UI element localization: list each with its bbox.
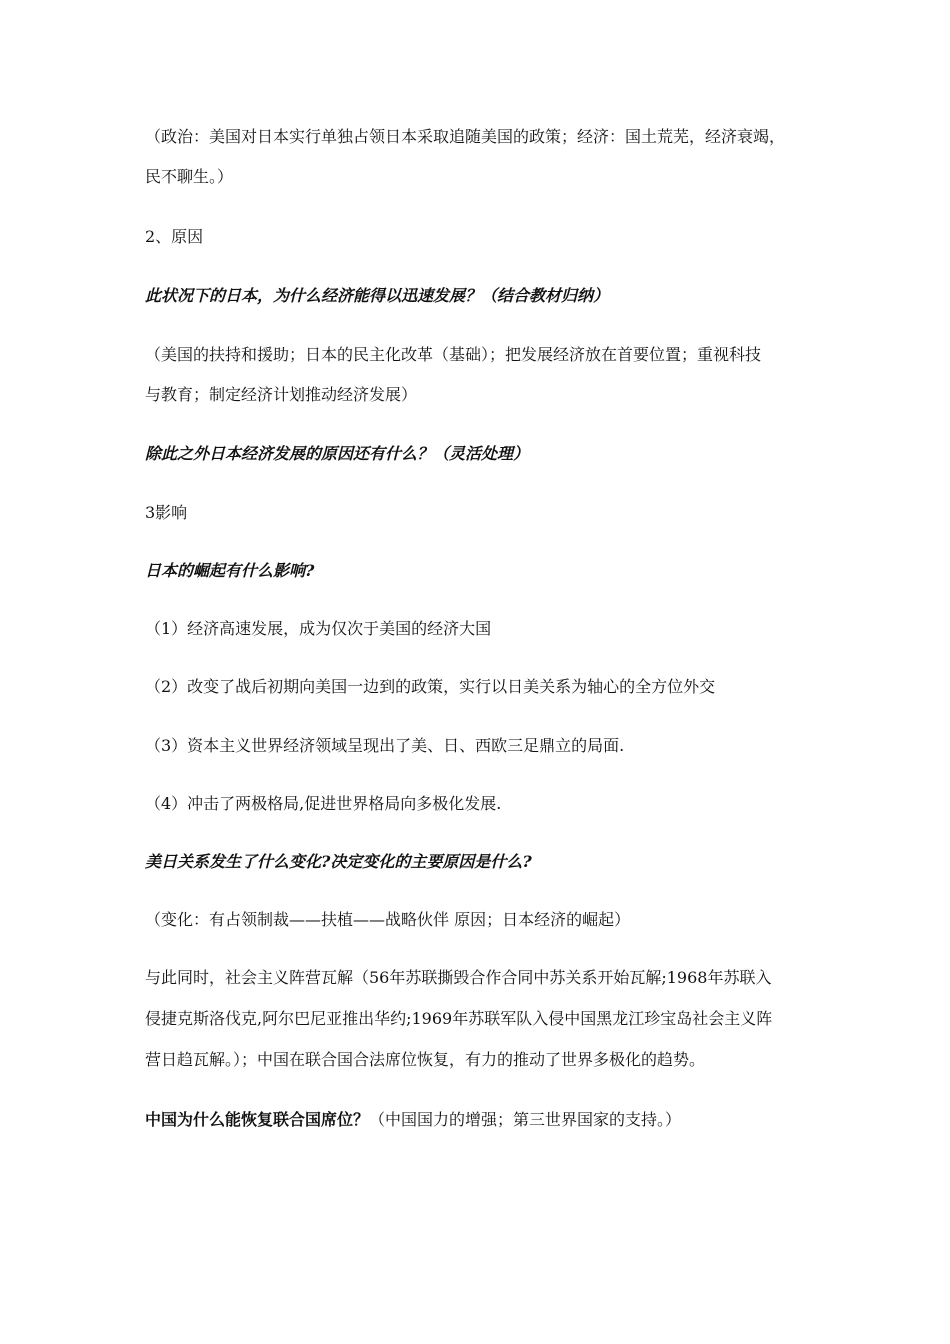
background-text-line-1: （政治：美国对日本实行单独占领日本采取追随美国的政策；经济：国土荒芜，经济衰竭， [145, 127, 786, 146]
socialist-camp-text-line-2: 侵捷克斯洛伐克,阿尔巴尼亚推出华约;1969年苏联军队入侵中国黑龙江珍宝岛社会主义阵 [145, 1009, 773, 1028]
un-seat-paragraph [145, 1109, 815, 1131]
impact-item: （3）资本主义世界经济领域呈现出了美、日、西欧三足鼎立的局面. [145, 736, 625, 755]
socialist-camp-text-line-1: 与此同时，社会主义阵营瓦解（56年苏联撕毁合作合同中苏关系开始瓦解;1968年苏联入 [145, 968, 772, 987]
impact-item: （4）冲击了两极格局,促进世界格局向多极化发展. [145, 794, 502, 813]
socialist-camp-text-line-3: 营日趋瓦解。）；中国在联合国合法席位恢复，有力的推动了世界多极化的趋势。 [145, 1050, 706, 1069]
section-heading-reason: 2、原因 [145, 227, 204, 246]
answer-un-seat: （中国国力的增强；第三世界国家的支持。） [369, 1110, 682, 1129]
question-reason: 此状况下的日本，为什么经济能得以迅速发展？（结合教材归纳） [145, 286, 610, 305]
answer-reason-line-1: （美国的扶持和援助；日本的民主化改革（基础）；把发展经济放在首要位置；重视科技 [145, 345, 762, 364]
answer-reason-line-2: 与教育；制定经济计划推动经济发展） [145, 385, 418, 404]
impact-item: （1）经济高速发展，成为仅次于美国的经济大国 [145, 619, 492, 638]
question-un-seat: 中国为什么能恢复联合国席位？ [145, 1110, 370, 1129]
question-us-japan-relation: 美日关系发生了什么变化?决定变化的主要原因是什么? [145, 852, 532, 871]
question-other-reasons: 除此之外日本经济发展的原因还有什么？（灵活处理） [145, 444, 530, 463]
question-impact: 日本的崛起有什么影响? [145, 561, 315, 580]
impact-item: （2）改变了战后初期向美国一边到的政策，实行以日美关系为轴心的全方位外交 [145, 677, 716, 696]
background-text-line-2: 民不聊生。） [145, 167, 234, 186]
answer-us-japan-relation: （变化：有占领制裁——扶植——战略伙伴 原因；日本经济的崛起） [145, 910, 631, 929]
section-heading-impact: 3影响 [145, 503, 188, 522]
